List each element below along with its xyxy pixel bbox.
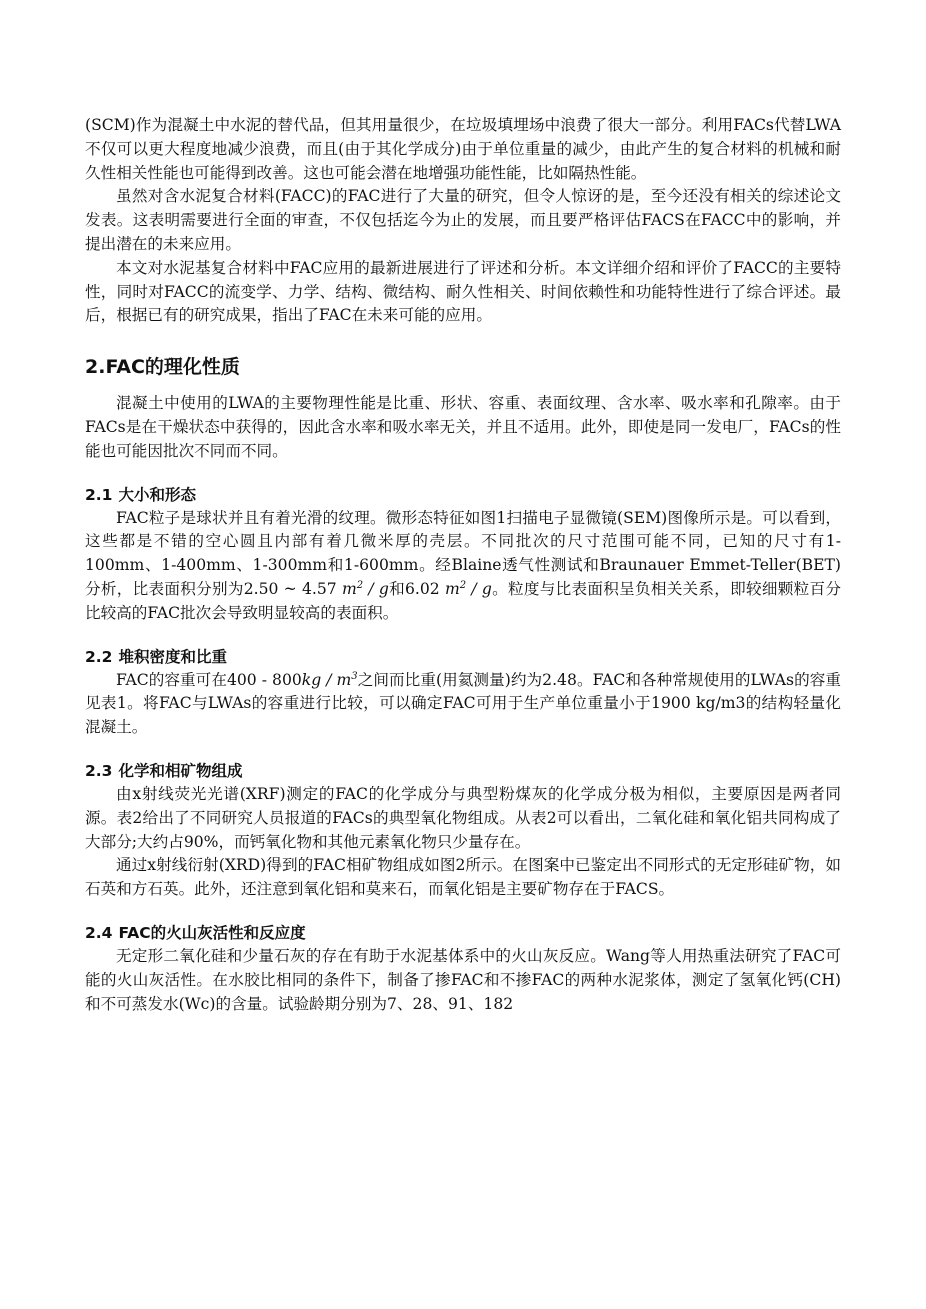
section-2-3-paragraph-1: 由x射线荧光光谱(XRF)测定的FAC的化学成分与典型粉煤灰的化学成分极为相似，主要原因是两者同源。表2给出了不同研究人员报道的FACs的典型氧化物组成。从表2可以看出，二氧化硅和氧化铝共同构成了大部分;大约占90%，而钙氧化物和其他元素氧化物只少量存在。 [85, 784, 841, 851]
section-number: 2.3 [85, 761, 113, 780]
section-2-1-paragraph [85, 507, 841, 626]
section-2-3-paragraph-2: 通过x射线衍射(XRD)得到的FAC相矿物组成如图2所示。在图案中已鉴定出不同形式的无定形硅矿物，如石英和方石英。此外，还注意到氧化铝和莫来石，而氧化铝是主要矿物存在于FACS。 [85, 856, 841, 899]
intro-paragraph-3: 本文对水泥基复合材料中FAC应用的最新进展进行了评述和分析。本文详细介绍和评价了FACC的主要特性，同时对FACC的流变学、力学、结构、微结构、耐久性相关、时间依赖性和功能特性进行了综合评述。最后，根据已有的研究成果，指出了FAC在未来可能的应用。 [85, 258, 841, 325]
section-2-1-heading [85, 484, 841, 507]
document-page [85, 114, 841, 1016]
section-2-2-paragraph [85, 669, 841, 740]
unit-base: kg / m [301, 670, 352, 689]
intro-paragraph-2: 虽然对含水泥复合材料(FACC)的FAC进行了大量的研究，但令人惊讶的是，至今还没有相关的综述论文发表。这表明需要进行全面的审查，不仅包括迄今为止的发展，而且要严格评估FACS在FACC中的影响，并提出潜在的未来应用。 [85, 187, 841, 253]
unit-tail: / g [363, 579, 389, 598]
section-2-paragraph: 混凝土中使用的LWA的主要物理性能是比重、形状、容重、表面纹理、含水率、吸水率和孔隙率。由于FACs是在干燥状态中获得的，因此含水率和吸水率无关，并且不适用。此外，即使是同一发电厂，FACs的性能也可能因批次不同而不同。 [85, 394, 841, 460]
section-title: 大小和形态 [118, 485, 196, 504]
unit-math [342, 580, 389, 598]
section-2-3-heading [85, 760, 841, 783]
text-run: 。粒度与比表面积呈负相关关系，即较细颗粒百分比较高的FAC批次会导致明显较高的表面积。 [85, 579, 841, 622]
section-2-4-heading [85, 922, 841, 945]
text-run: FAC粒子是球状并且有着光滑的纹理。微形态特征如图1扫描电子显微镜(SEM)图像所示是。可以看到，这些都是不错的空心圆且内部有着几微米厚的壳层。不同批次的尺寸范围可能不同，已知的尺寸有1-100mm、1-400mm、1-300mm和1-600mm。经Blaine透气性测试和Braunauer Emmet-Teller(BET)分析，比表面积分别为2.50 ~ 4.57 [85, 508, 841, 598]
text-run: 之间而比重(用氦测量)约为2.48。FAC和各种常规使用的LWAs的容重见表1。将FAC与LWAs的容重进行比较，可以确定FAC可用于生产单位重量小于1900 kg/m3的结构轻量化混凝土。 [85, 670, 841, 737]
text-run: FAC的容重可在400 - 800 [116, 670, 302, 689]
section-number: 2.1 [85, 485, 113, 504]
section-2-4-paragraph: 无定形二氧化硅和少量石灰的存在有助于水泥基体系中的火山灰反应。Wang等人用热重法研究了FAC可能的火山灰活性。在水胶比相同的条件下，制备了掺FAC和不掺FAC的两种水泥浆体，测定了氢氧化钙(CH)和不可蒸发水(Wc)的含量。试验龄期分别为7、28、91、182 [85, 946, 841, 1013]
unit-math [445, 580, 492, 598]
unit-math [302, 671, 358, 689]
section-title: FAC的火山灰活性和反应度 [118, 923, 306, 942]
unit-base: m [444, 579, 460, 598]
section-title: 堆积密度和比重 [118, 647, 227, 666]
unit-exponent: 3 [351, 670, 358, 682]
intro-paragraph-1: (SCM)作为混凝土中水泥的替代品，但其用量很少，在垃圾填埋场中浪费了很大一部分。利用FACs代替LWA不仅可以更大程度地减少浪费，而且(由于其化学成分)由于单位重量的减少，由此产生的复合材料的机械和耐久性相关性能也可能得到改善。这也可能会潜在地增强功能性能，比如隔热性能。 [85, 116, 841, 182]
text-run: 和6.02 [388, 579, 445, 598]
unit-tail: / g [466, 579, 492, 598]
section-number: 2.4 [85, 923, 113, 942]
unit-base: m [341, 579, 357, 598]
unit-exponent: 2 [356, 579, 364, 591]
section-2-2-heading [85, 646, 841, 669]
section-title: 化学和相矿物组成 [118, 761, 243, 780]
unit-exponent: 2 [459, 579, 467, 591]
section-number: 2.2 [85, 647, 113, 666]
section-2-heading: 2.FAC的理化性质 [85, 356, 240, 379]
